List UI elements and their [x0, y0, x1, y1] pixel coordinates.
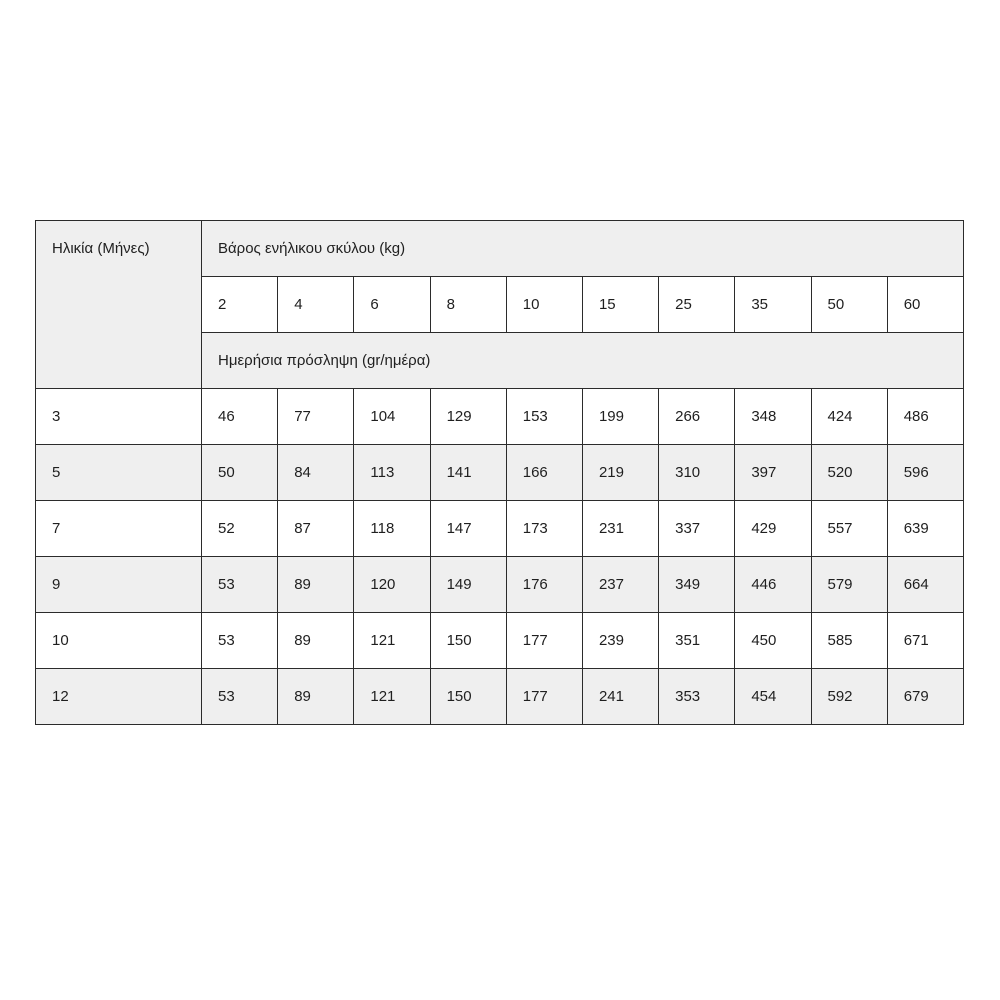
- intake-cell: 153: [506, 389, 582, 445]
- intake-cell: 349: [659, 557, 735, 613]
- intake-cell: 486: [887, 389, 963, 445]
- table-row: [36, 389, 964, 445]
- intake-header-label: Ημερήσια πρόσληψη (gr/ημέρα): [218, 352, 431, 369]
- intake-cell: 52: [202, 501, 278, 557]
- intake-cell: 173: [506, 501, 582, 557]
- intake-cell: 671: [887, 613, 963, 669]
- weight-cell: 10: [506, 277, 582, 333]
- intake-cell: 113: [354, 445, 430, 501]
- intake-cell: 266: [659, 389, 735, 445]
- intake-cell: 199: [582, 389, 658, 445]
- intake-cell: 166: [506, 445, 582, 501]
- intake-cell: 50: [202, 445, 278, 501]
- intake-cell: 118: [354, 501, 430, 557]
- table-row: [36, 501, 964, 557]
- intake-cell: 592: [811, 669, 887, 725]
- header-row-weight: [36, 221, 964, 277]
- intake-cell: 46: [202, 389, 278, 445]
- table-row: [36, 613, 964, 669]
- weight-cell: 6: [354, 277, 430, 333]
- weight-cell: 8: [430, 277, 506, 333]
- intake-cell: 424: [811, 389, 887, 445]
- intake-cell: 149: [430, 557, 506, 613]
- intake-cell: 53: [202, 557, 278, 613]
- age-cell: 10: [36, 613, 202, 669]
- intake-cell: 129: [430, 389, 506, 445]
- weight-cell: 35: [735, 277, 811, 333]
- age-header-cell: [36, 221, 202, 389]
- intake-cell: 177: [506, 669, 582, 725]
- weight-cell: 4: [278, 277, 354, 333]
- intake-cell: 84: [278, 445, 354, 501]
- intake-cell: 176: [506, 557, 582, 613]
- intake-cell: 351: [659, 613, 735, 669]
- intake-cell: 450: [735, 613, 811, 669]
- intake-cell: 121: [354, 613, 430, 669]
- age-cell: 3: [36, 389, 202, 445]
- feeding-table-container: [35, 220, 963, 725]
- intake-cell: 237: [582, 557, 658, 613]
- table-row: [36, 557, 964, 613]
- intake-cell: 337: [659, 501, 735, 557]
- intake-cell: 639: [887, 501, 963, 557]
- intake-cell: 664: [887, 557, 963, 613]
- intake-cell: 89: [278, 669, 354, 725]
- intake-cell: 579: [811, 557, 887, 613]
- intake-cell: 77: [278, 389, 354, 445]
- intake-cell: 89: [278, 557, 354, 613]
- intake-cell: 353: [659, 669, 735, 725]
- intake-cell: 679: [887, 669, 963, 725]
- intake-cell: 53: [202, 613, 278, 669]
- intake-cell: 520: [811, 445, 887, 501]
- intake-cell: 557: [811, 501, 887, 557]
- intake-cell: 147: [430, 501, 506, 557]
- feeding-table: [35, 220, 964, 725]
- weight-cell: 60: [887, 277, 963, 333]
- age-cell: 9: [36, 557, 202, 613]
- intake-header-cell: [202, 333, 964, 389]
- intake-cell: 429: [735, 501, 811, 557]
- intake-cell: 150: [430, 669, 506, 725]
- intake-cell: 239: [582, 613, 658, 669]
- intake-cell: 87: [278, 501, 354, 557]
- age-header-label: Ηλικία (Μήνες): [52, 240, 150, 257]
- intake-cell: 121: [354, 669, 430, 725]
- intake-cell: 89: [278, 613, 354, 669]
- table-row: [36, 669, 964, 725]
- intake-cell: 310: [659, 445, 735, 501]
- intake-cell: 104: [354, 389, 430, 445]
- intake-cell: 241: [582, 669, 658, 725]
- intake-cell: 397: [735, 445, 811, 501]
- age-cell: 12: [36, 669, 202, 725]
- intake-cell: 53: [202, 669, 278, 725]
- weight-cell: 2: [202, 277, 278, 333]
- age-cell: 5: [36, 445, 202, 501]
- intake-cell: 150: [430, 613, 506, 669]
- table-row: [36, 445, 964, 501]
- intake-cell: 120: [354, 557, 430, 613]
- intake-cell: 219: [582, 445, 658, 501]
- intake-cell: 141: [430, 445, 506, 501]
- age-cell: 7: [36, 501, 202, 557]
- weight-cell: 15: [582, 277, 658, 333]
- intake-cell: 348: [735, 389, 811, 445]
- weight-cell: 25: [659, 277, 735, 333]
- weight-header-label: Βάρος ενήλικου σκύλου (kg): [218, 240, 406, 257]
- weight-cell: 50: [811, 277, 887, 333]
- intake-cell: 446: [735, 557, 811, 613]
- weight-header-cell: [202, 221, 964, 277]
- intake-cell: 596: [887, 445, 963, 501]
- intake-cell: 454: [735, 669, 811, 725]
- intake-cell: 231: [582, 501, 658, 557]
- intake-cell: 177: [506, 613, 582, 669]
- intake-cell: 585: [811, 613, 887, 669]
